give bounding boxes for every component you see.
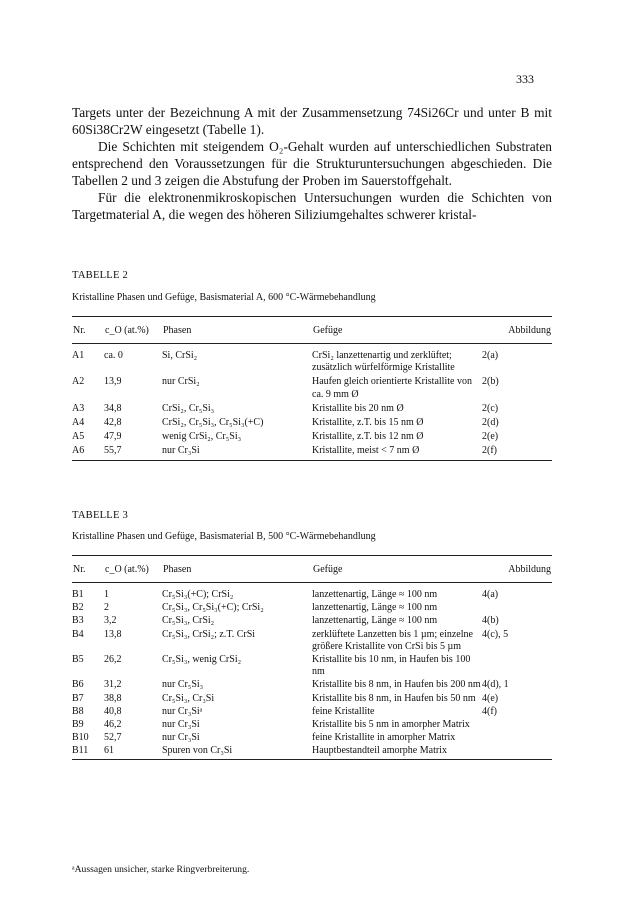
col-header-phasen: Phasen bbox=[162, 317, 312, 344]
cell-gefuege: Kristallite, z.T. bis 15 nm Ø bbox=[312, 417, 424, 429]
cell-abbildung: 4(a) bbox=[482, 589, 499, 600]
cell-phasen: nur Cr₃Si bbox=[162, 732, 200, 744]
cell-gefuege: Hauptbestandteil amorphe Matrix bbox=[312, 745, 447, 757]
cell-abbildung: 2(a) bbox=[482, 350, 499, 361]
cell-abbildung bbox=[482, 732, 552, 745]
cell-phasen: Si, CrSi₂ bbox=[162, 350, 198, 361]
cell-gefuege: zerklüftete Lanzetten bis 1 µm; einzelne größere Kristallite von CrSi bis 5 µm bbox=[312, 628, 473, 652]
cell-nr: B3 bbox=[72, 615, 84, 627]
cell-co: 52,7 bbox=[104, 732, 122, 744]
table-row bbox=[72, 745, 552, 759]
cell-co: 47,9 bbox=[104, 431, 122, 443]
table-row bbox=[72, 719, 552, 732]
table-header-row bbox=[72, 317, 552, 344]
cell-co: 55,7 bbox=[104, 445, 122, 457]
table3-caption: TABELLE 3 bbox=[72, 510, 128, 521]
cell-co: 26,2 bbox=[104, 654, 122, 666]
table2-caption: TABELLE 2 bbox=[72, 270, 128, 281]
table-row bbox=[72, 615, 552, 628]
cell-abbildung: 4(e) bbox=[482, 692, 499, 704]
cell-co: 2 bbox=[104, 602, 109, 614]
cell-nr: B2 bbox=[72, 602, 84, 614]
table2-body bbox=[72, 344, 552, 461]
cell-nr: A5 bbox=[72, 431, 85, 443]
table-row bbox=[72, 732, 552, 745]
cell-abbildung bbox=[482, 719, 552, 732]
cell-phasen: CrSi₂, Cr₅Si₃, Cr₅Si₃(+C) bbox=[162, 417, 264, 429]
footnote: ᵃAussagen unsicher, starke Ringverbreiterung. bbox=[72, 864, 250, 875]
cell-co: 3,2 bbox=[104, 615, 117, 627]
table-row bbox=[72, 602, 552, 615]
cell-abbildung: 2(e) bbox=[482, 431, 499, 443]
table-row bbox=[72, 445, 552, 460]
cell-co: 61 bbox=[104, 745, 114, 757]
cell-co: 13,9 bbox=[104, 376, 122, 388]
cell-co: ca. 0 bbox=[104, 350, 123, 361]
cell-nr: A6 bbox=[72, 445, 85, 457]
table-row bbox=[72, 376, 552, 402]
table-row bbox=[72, 344, 552, 377]
cell-gefuege: CrSi₂ lanzettenartig und zerklüftet; zusätzlich würfelförmige Kristallite bbox=[312, 350, 455, 374]
table-row bbox=[72, 706, 552, 719]
cell-abbildung: 2(d) bbox=[482, 417, 499, 429]
cell-co: 13,8 bbox=[104, 628, 122, 640]
cell-phasen: CrSi₂, Cr₅Si₃ bbox=[162, 402, 215, 414]
cell-co: 31,2 bbox=[104, 679, 122, 691]
cell-nr: B10 bbox=[72, 732, 89, 744]
table3-body bbox=[72, 583, 552, 760]
cell-gefuege: lanzettenartig, Länge ≈ 100 nm bbox=[312, 602, 438, 614]
cell-gefuege: Kristallite, z.T. bis 12 nm Ø bbox=[312, 431, 424, 443]
table-row bbox=[72, 417, 552, 431]
cell-nr: A4 bbox=[72, 417, 85, 429]
page-number: 333 bbox=[516, 72, 534, 86]
cell-abbildung: 4(c), 5 bbox=[482, 628, 509, 640]
col-header-abbildung: Abbildung bbox=[482, 556, 552, 583]
cell-nr: B11 bbox=[72, 745, 89, 757]
col-header-phasen: Phasen bbox=[162, 556, 312, 583]
table3-subtitle: Kristalline Phasen und Gefüge, Basismaterial B, 500 °C-Wärmebehandlung bbox=[72, 531, 376, 542]
body-text bbox=[72, 104, 552, 223]
cell-phasen: nur Cr₅Si₃ bbox=[162, 679, 204, 691]
cell-phasen: wenig CrSi₂, Cr₅Si₃ bbox=[162, 431, 242, 443]
col-header-gefuege: Gefüge bbox=[312, 556, 482, 583]
cell-gefuege: lanzettenartig, Länge ≈ 100 nm bbox=[312, 589, 438, 600]
cell-co: 42,8 bbox=[104, 417, 122, 429]
cell-abbildung: 4(f) bbox=[482, 705, 497, 717]
cell-gefuege: feine Kristallite bbox=[312, 705, 375, 717]
cell-phasen: Cr₅Si₃, CrSi₂; z.T. CrSi bbox=[162, 628, 256, 640]
cell-phasen: Spuren von Cr₃Si bbox=[162, 745, 233, 757]
cell-co: 1 bbox=[104, 589, 109, 600]
cell-phasen: nur Cr₃Siᵃ bbox=[162, 705, 203, 717]
cell-gefuege: Kristallite bis 20 nm Ø bbox=[312, 402, 404, 414]
cell-nr: B6 bbox=[72, 679, 84, 691]
cell-gefuege: lanzettenartig, Länge ≈ 100 nm bbox=[312, 615, 438, 627]
cell-gefuege: Kristallite bis 5 nm in amorpher Matrix bbox=[312, 719, 470, 731]
cell-gefuege: Haufen gleich orientierte Kristallite von ca. 9 mm Ø bbox=[312, 376, 472, 400]
col-header-nr: Nr. bbox=[72, 317, 104, 344]
cell-co: 46,2 bbox=[104, 719, 122, 731]
cell-phasen: nur CrSi₂ bbox=[162, 376, 200, 388]
cell-phasen: nur Cr₃Si bbox=[162, 719, 200, 731]
cell-nr: B7 bbox=[72, 692, 84, 704]
table-row bbox=[72, 693, 552, 706]
col-header-abbildung: Abbildung bbox=[482, 317, 552, 344]
cell-abbildung: 4(d), 1 bbox=[482, 679, 509, 691]
table-row bbox=[72, 403, 552, 417]
cell-gefuege: Kristallite bis 8 nm, in Haufen bis 200 nm bbox=[312, 679, 481, 691]
table2-subtitle: Kristalline Phasen und Gefüge, Basismaterial A, 600 °C-Wärmebehandlung bbox=[72, 292, 376, 303]
col-header-gefuege: Gefüge bbox=[312, 317, 482, 344]
cell-nr: A3 bbox=[72, 402, 85, 414]
cell-gefuege: Kristallite bis 10 nm, in Haufen bis 100 nm bbox=[312, 654, 471, 678]
cell-nr: B4 bbox=[72, 628, 84, 640]
col-header-co: c_O (at.%) bbox=[104, 317, 162, 344]
cell-nr: B9 bbox=[72, 719, 84, 731]
cell-phasen: Cr₅Si₃(+C); CrSi₂ bbox=[162, 589, 234, 600]
table-row bbox=[72, 679, 552, 692]
paragraph: Targets unter der Bezeichnung A mit der Zusammensetzung 74Si26Cr und unter B mit 60Si38Cr2W eingesetzt (Tabelle 1). bbox=[72, 105, 552, 137]
cell-nr: B5 bbox=[72, 654, 84, 666]
table-header-row bbox=[72, 556, 552, 583]
cell-abbildung: 2(c) bbox=[482, 402, 499, 414]
cell-abbildung: 2(b) bbox=[482, 376, 499, 388]
cell-abbildung: 4(b) bbox=[482, 615, 499, 627]
cell-phasen: Cr₅Si₃, CrSi₂ bbox=[162, 615, 215, 627]
cell-phasen: Cr₅Si₃, Cr₃Si bbox=[162, 692, 215, 704]
cell-gefuege: Kristallite, meist < 7 nm Ø bbox=[312, 445, 420, 457]
cell-nr: B8 bbox=[72, 705, 84, 717]
cell-abbildung bbox=[482, 654, 552, 679]
table-row bbox=[72, 431, 552, 445]
col-header-co: c_O (at.%) bbox=[104, 556, 162, 583]
cell-phasen: Cr₅Si₃, wenig CrSi₂ bbox=[162, 654, 242, 666]
cell-nr: B1 bbox=[72, 589, 84, 600]
table3 bbox=[72, 555, 552, 760]
cell-nr: A2 bbox=[72, 376, 85, 388]
table-row bbox=[72, 583, 552, 603]
cell-gefuege: Kristallite bis 8 nm, in Haufen bis 50 nm bbox=[312, 692, 476, 704]
cell-phasen: Cr₅Si₃, Cr₅Si₃(+C); CrSi₂ bbox=[162, 602, 264, 614]
table-row bbox=[72, 629, 552, 654]
cell-co: 34,8 bbox=[104, 402, 122, 414]
table2 bbox=[72, 316, 552, 461]
cell-co: 40,8 bbox=[104, 705, 122, 717]
paragraph: Die Schichten mit steigendem O₂-Gehalt wurden auf unterschiedlichen Substraten entsprechend den Voraussetzungen für die Strukturuntersuchungen abgeschieden. Die Tabellen 2 und 3 zeigen die Abstufung der Proben im Sauerstoffgehalt. bbox=[72, 139, 552, 188]
cell-co: 38,8 bbox=[104, 692, 122, 704]
col-header-nr: Nr. bbox=[72, 556, 104, 583]
table-row bbox=[72, 654, 552, 679]
paragraph: Für die elektronenmikroskopischen Untersuchungen wurden die Schichten von Targetmaterial A, die wegen des höheren Siliziumgehaltes schwerer kristal- bbox=[72, 190, 552, 222]
cell-gefuege: feine Kristallite in amorpher Matrix bbox=[312, 732, 456, 744]
cell-nr: A1 bbox=[72, 350, 85, 361]
cell-abbildung: 2(f) bbox=[482, 445, 497, 457]
cell-abbildung bbox=[482, 602, 552, 615]
cell-phasen: nur Cr₃Si bbox=[162, 445, 200, 457]
cell-abbildung bbox=[482, 745, 552, 759]
